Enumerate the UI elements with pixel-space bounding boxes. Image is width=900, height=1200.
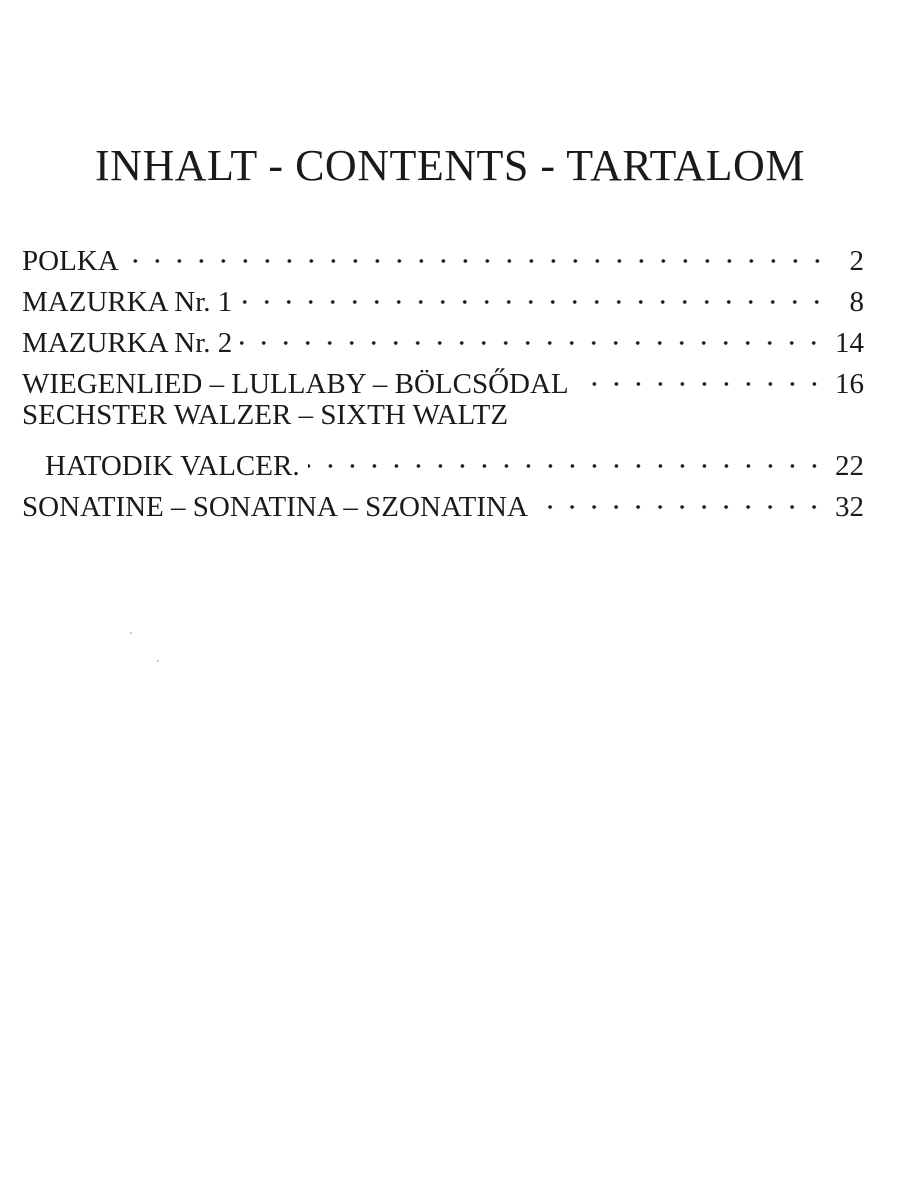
dot-leader: [308, 435, 825, 473]
scan-speck: [157, 660, 159, 662]
dot-leader: [240, 271, 828, 309]
scan-speck: [130, 632, 132, 634]
toc-entry-polka[interactable]: [22, 232, 864, 277]
toc-entry-page: 22: [835, 450, 864, 482]
dot-leader: [536, 476, 825, 514]
toc-entry-label: SECHSTER WALZER – SIXTH WALTZ: [22, 399, 509, 431]
toc-entry-label: HATODIK VALCER.: [45, 450, 300, 482]
dot-leader: [127, 230, 828, 268]
toc-entry-mazurka-1[interactable]: [22, 273, 864, 318]
toc-entry-page: 14: [835, 327, 864, 359]
toc-entry-sixth-waltz-continued[interactable]: [22, 437, 864, 482]
toc-entry-page: 16: [835, 368, 864, 400]
page-title: INHALT - CONTENTS - TARTALOM: [95, 141, 805, 190]
toc-entry-page: 32: [835, 491, 864, 523]
toc-entry-page: 8: [849, 286, 864, 318]
dot-leader: [240, 312, 825, 350]
toc-entry-label: SONATINE – SONATINA – SZONATINA: [22, 491, 528, 523]
toc-entry-label: POLKA: [22, 245, 119, 277]
toc-entry-label: MAZURKA Nr. 1: [22, 286, 233, 318]
table-of-contents: [22, 232, 864, 523]
toc-entry-page: 2: [849, 245, 864, 277]
toc-entry-label: MAZURKA Nr. 2: [22, 327, 233, 359]
toc-entry-label: WIEGENLIED – LULLABY – BÖLCSŐDAL: [22, 368, 569, 400]
toc-entry-sixth-waltz[interactable]: [22, 396, 864, 437]
dot-leader: [577, 353, 825, 391]
